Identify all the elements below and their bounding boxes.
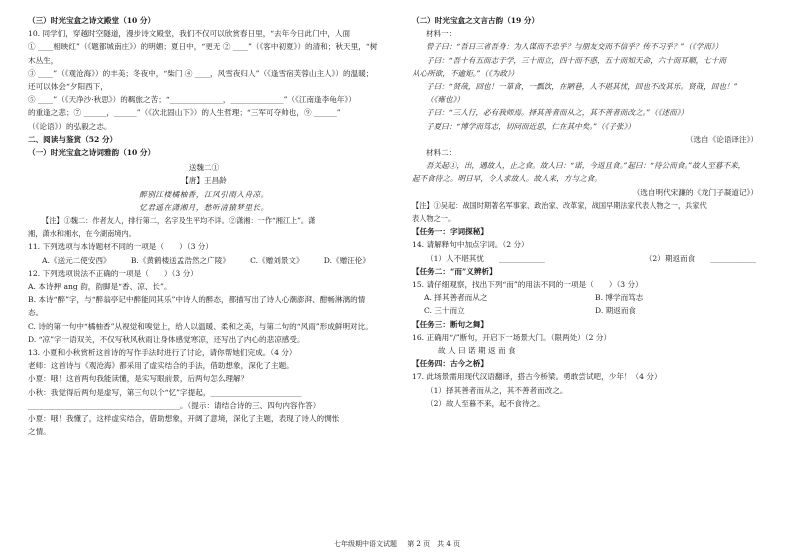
task3-title: 【任务三：断句之舞】 xyxy=(412,319,488,329)
material1-line: 子曰：“三人行，必有我师焉。择其善者而从之，其不善者而改之。”（《述而》） xyxy=(426,108,689,118)
q12-option-b: B. 本诗“醉”字，与“醉翁亭记中醉能同其乐”中诗人的醉态，都描写出了诗人心潮澎湃、酣畅淋漓的情态。 xyxy=(28,295,366,318)
q11-option-d: D.《赠汪伦》 xyxy=(323,255,370,265)
q11: 11. 下列选项与本诗题材不同的一项是（ ）（3 分） xyxy=(28,242,213,252)
q12: 12. 下列选项说法不正确的一项是（ ）（3 分） xyxy=(28,268,198,278)
q11-option-a: A.《送元二使安西》 xyxy=(42,255,111,265)
page-footer xyxy=(0,539,794,549)
material1-line: 子曰：“吾十有五而志于学，三十而立，四十而不惑，五十而知天命，六十而耳顺，七十而 xyxy=(426,55,727,65)
material1-line: 从心所欲，不逾矩。”（《为政》） xyxy=(412,68,519,78)
q11-option-c: C.《赠刘景文》 xyxy=(250,255,304,265)
material1-line: 子曰：“贤哉，回也！一箪食，一瓢饮，在陋巷，人不堪其忧，回也不改其乐。贤哉，回也！” xyxy=(426,82,738,92)
q15: 15. 请仔细观察，找出下列“而”的用法不同的一项是（ ）（3 分） xyxy=(412,280,643,290)
material2-note: 表人物之一。 xyxy=(412,214,456,224)
material2-line: 起不食待之。明日早，令人求故人。故人来，方与之食。 xyxy=(412,174,602,184)
material1-title: 材料一： xyxy=(426,29,457,39)
q11-options xyxy=(28,254,380,267)
q15-options xyxy=(412,291,766,317)
material1-line: 曾子曰：“吾日三省吾身：为人谋而不忠乎？与朋友交而不信乎？传不习乎？”（《学而》） xyxy=(426,42,723,52)
q10-line: （《论语》）的弘毅之志。 xyxy=(28,121,112,131)
q14-items xyxy=(412,252,766,265)
material1-line: 子夏曰：“博学而笃志，切问而近思，仁在其中矣。”（《子张》） xyxy=(426,121,635,131)
section2-title: 二、阅读与鉴赏（52 分） xyxy=(28,134,118,144)
q17-item-1: （1）择其善者而从之，其不善者而改之。 xyxy=(426,385,568,395)
q13-line: 小夏：哦！我懂了，这样虚实结合，借助想象，开阔了意境，深化了主题，表现了诗人的惆怅 xyxy=(28,414,340,424)
q17-item-2: （2）故人至暮不来，起不食待之。 xyxy=(426,398,545,408)
material1-source: （选自《论语译注》） xyxy=(685,134,758,144)
task1-title: 【任务一：字词探秘】 xyxy=(412,227,488,237)
page-number: 第 2 页 共 4 页 xyxy=(407,540,461,548)
section3-title: （三）时光宝盒之诗文殿堂（10 分） xyxy=(28,16,156,25)
q13-line: 老师：这首诗与《观沧海》都采用了虚实结合的手法，借助想象，深化了主题。 xyxy=(28,361,294,371)
poem-note: 【注】①魏二：作者友人，排行第二，名字及生平均不详。②潇湘：一作“湘江上”。潇 xyxy=(42,216,316,226)
q15-option-b: B. 博学而笃志 xyxy=(595,293,644,303)
task4-title: 【任务四：古今之桥】 xyxy=(412,359,488,369)
q11-option-b: B.《黄鹤楼送孟浩然之广陵》 xyxy=(130,255,230,265)
right-column xyxy=(412,14,766,410)
material1-line: （《雍也》） xyxy=(426,95,464,105)
q14: 14. 请解释句中加点字词。（2 分） xyxy=(412,240,529,250)
q16-text[interactable]: 故 人 曰 诺 期 返 而 食 xyxy=(438,346,516,356)
q15-option-c: C. 三十而立 xyxy=(424,306,465,316)
q10-line: ③ ____”（《观沧海》）的丰美；冬夜中，“柴门 ④ ____，风雪夜归人”（《逢雪宿芙蓉山主人》）的温暖；还可以体会“夕阳西下， xyxy=(28,68,374,92)
q10-line: ⑤ ____”（《天净沙·秋思》）的羁旅之苦；“______________，______________”（《江南逢李龟年》） xyxy=(28,95,356,105)
q13-line: 小夏：哦！这首两句我能读懂，是实写眼前景，后两句怎么理解？ xyxy=(28,374,249,384)
section2-2-title: （二）时光宝盒之文言古韵（19 分） xyxy=(412,16,540,25)
material2-note: 【注】①吴起：战国时期著名军事家、政治家、改革家，战国早期法家代表人物之一，兵家代 xyxy=(412,200,707,210)
q12-option-a: A. 本诗押 ang 韵，韵脚是“香、凉、长”。 xyxy=(28,282,172,292)
q13: 13. 小夏和小秋赏析这首诗的写作手法时进行了讨论，请你帮她们完成。（4 分） xyxy=(28,348,297,358)
q14-item-1[interactable]: （1）人不堪其忧 ____________ xyxy=(426,253,545,263)
poem-line: 醉别江楼橘柚香，江风引雨入舟凉。 xyxy=(139,189,269,199)
section2-1-title: （一）时光宝盒之诗词雅韵（10 分） xyxy=(28,148,156,158)
q10-line: 的重逢之悲；⑦ ______，______”（《次北固山下》）的人生哲理；“三军可夺帅也，⑨ ______” xyxy=(28,108,341,118)
q15-option-d: D. 期返而食 xyxy=(595,306,637,316)
poem-line: 忆君遥在潇湘月，愁听清猿梦里长。 xyxy=(139,202,269,212)
task2-title: 【任务二：“而”义辨析】 xyxy=(412,266,497,276)
poem-title: 送魏二① xyxy=(188,163,220,173)
q10-block xyxy=(28,27,380,133)
q13-answer-line[interactable]: 小秋：我觉得后两句是虚写，第三句以个“忆”字提起，________________________ xyxy=(28,387,302,397)
left-column xyxy=(28,14,380,439)
q13-line: 之情。 xyxy=(28,427,51,437)
poem-note: 湘，潇水和湘水，在今湖南境内。 xyxy=(28,229,136,239)
q14-item-2[interactable]: （2）期返而食 ____________ xyxy=(644,253,756,263)
exam-name: 七年级期中语文试题 xyxy=(333,540,397,548)
q12-option-c: C. 诗的第一句中“橘柚香”从视觉和嗅觉上，给人以温暖、柔和之美，与第二句的“风雨”形成鲜明对比。 xyxy=(28,321,373,331)
poem-author: 【唐】王昌龄 xyxy=(181,176,227,186)
q15-option-a: A. 择其善者而从之 xyxy=(424,293,488,303)
q13-answer-line[interactable]: ________________________________________。（提示：请结合诗的三、四句内容作答） xyxy=(28,400,321,410)
q10-line: 10. 同学们，穿越时空隧道，漫步诗文殿堂，我们不仅可以欣赏春日里，“去年今日此门中，人面 xyxy=(28,29,351,39)
q17: 17. 此场景需用现代汉语翻译，搭古今桥梁。勇敢尝试吧，少年！（4 分） xyxy=(412,372,662,382)
material2-source: （选自明代宋濂的《龙门子凝道记》） xyxy=(632,187,758,197)
q16: 16. 正确用“/”断句，开启下一场景大门。（限两处）（2 分） xyxy=(412,332,612,342)
material2-line: 吾关起①，出，遇故人，止之食。故人曰：“诺，今返且食。”起曰：“待公而食。”故人至暮不来， xyxy=(426,161,746,171)
material2-title: 材料二： xyxy=(426,148,457,158)
q10-line: ① ____相映红”（《题都城南庄》）的明媚；夏日中，“更无 ② ____”（《客中初夏》）的清和；秋天里，“树木丛生， xyxy=(28,42,378,65)
q12-option-d: D. “凉”字一语双关，不仅写秋风秋雨让身体感觉寒凉，还写出了内心的悲凉感受。 xyxy=(28,334,305,344)
